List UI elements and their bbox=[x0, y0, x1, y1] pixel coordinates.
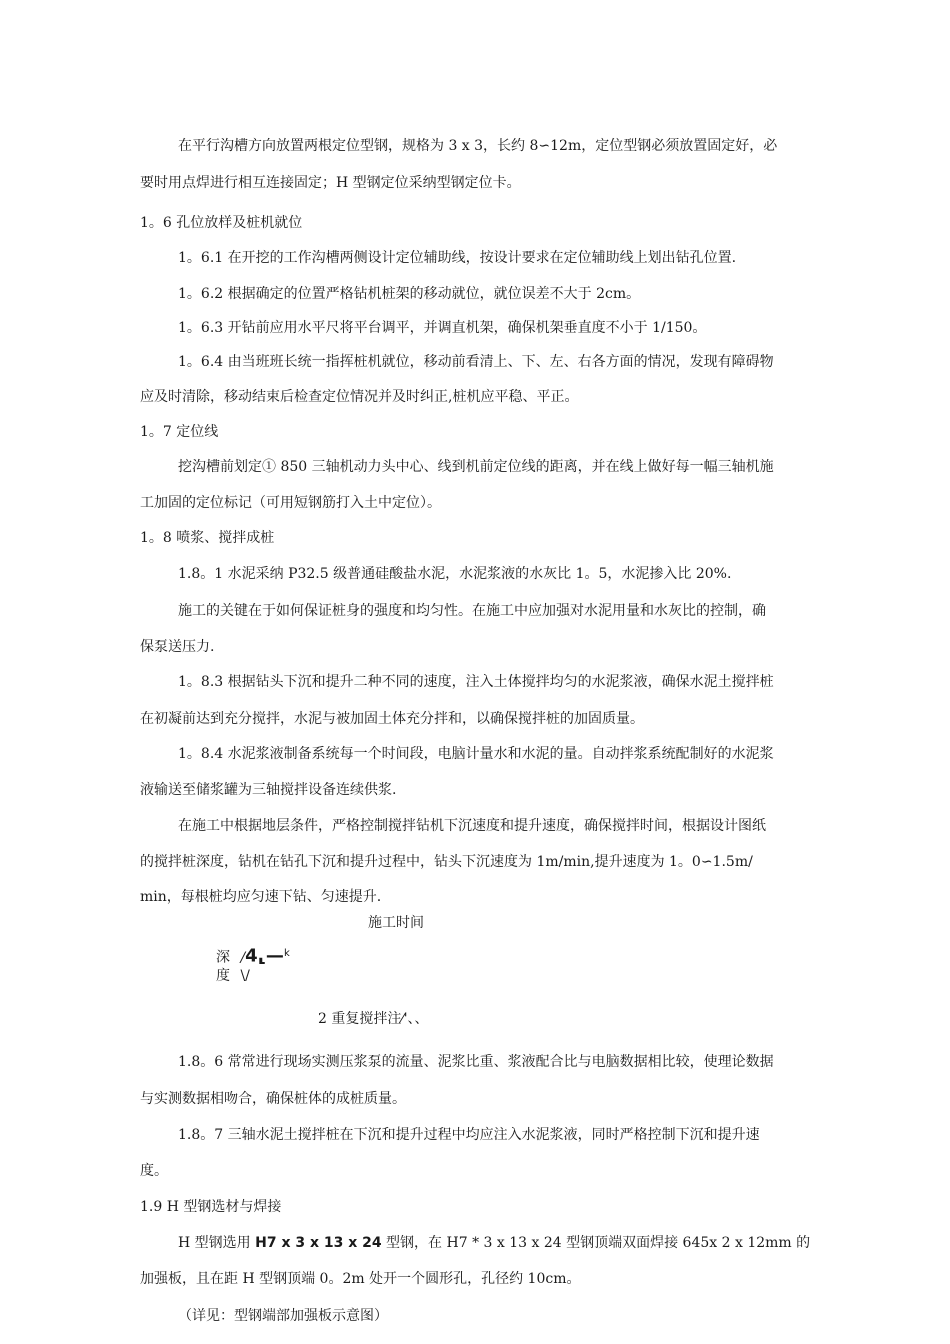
depth-mark-bottom: \/ bbox=[240, 968, 250, 984]
paragraph-1-9-part1: H 型钢选用 bbox=[178, 1235, 256, 1251]
section-heading-1-9: 1.9 H 型钢选材与焊接 bbox=[140, 1199, 282, 1215]
depth-glyph-top: 4⸤— bbox=[245, 945, 284, 967]
diagram-depth-label-bottom bbox=[216, 966, 250, 986]
paragraph-1-8-1: 1.8。1 水泥采纳 P32.5 级普通硅酸盐水泥，水泥浆液的水灰比 1。5，水泥掺入比 20%. bbox=[178, 566, 732, 582]
paragraph-1-6-4-line2: 应及时清除，移动结束后检查定位情况并及时纠正,桩机应平稳、平正。 bbox=[140, 389, 579, 405]
paragraph-1-8-2-line1: 施工的关键在于如何保证桩身的强度和均匀性。在施工中应加强对水泥用量和水灰比的控制，确 bbox=[178, 603, 766, 619]
paragraph-1-8-7-line2: 度。 bbox=[140, 1163, 168, 1179]
paragraph-1-9-spec-bold: H7 x 3 x 13 x 24 bbox=[255, 1235, 382, 1251]
paragraph-1-9-line2: 加强板，且在距 H 型钢顶端 0。2m 处开一个圆形孔，孔径约 10cm。 bbox=[140, 1271, 581, 1287]
paragraph-1-8-4-line2: 液输送至储浆罐为三轴搅拌设备连续供浆. bbox=[140, 782, 397, 798]
depth-char-top: 深 bbox=[216, 949, 230, 966]
paragraph-1-8-6-line1: 1.8。6 常常进行现场实测压浆泵的流量、泥浆比重、浆液配合比与电脑数据相比较，使理论数据 bbox=[178, 1054, 774, 1070]
paragraph-1-9-part3: 型钢，在 H7 * 3 x 13 x 24 型钢顶端双面焊接 645x 2 x 12mm 的 bbox=[381, 1235, 811, 1251]
paragraph-1-8-2-line2: 保泵送压力. bbox=[140, 639, 215, 655]
paragraph-1-6-3: 1。6.3 开钻前应用水平尺将平台调平，并调直机架，确保机架垂直度不小于 1/150。 bbox=[178, 320, 707, 336]
paragraph-1-8-5-line2: 的搅拌桩深度，钻机在钻孔下沉和提升过程中，钻头下沉速度为 1m/min,提升速度为 1。0∽1.5m/ bbox=[140, 854, 753, 870]
depth-glyph-sup: k bbox=[283, 948, 290, 959]
depth-char-bottom: 度 bbox=[216, 968, 230, 984]
section-heading-1-6: 1。6 孔位放样及桩机就位 bbox=[140, 215, 303, 231]
paragraph-1-9-line1 bbox=[178, 1233, 810, 1253]
section-heading-1-7: 1。7 定位线 bbox=[140, 424, 219, 440]
paragraph-1-7-line2: 工加固的定位标记（可用短钢筋打入土中定位）。 bbox=[140, 495, 441, 511]
paragraph-1-6-4-line1: 1。6.4 由当班班长统一指挥桩机就位，移动前看清上、下、左、右各方面的情况，发现有障碍物 bbox=[178, 354, 774, 370]
paragraph-1-6-1: 1。6.1 在开挖的工作沟槽两侧设计定位辅助线，按设计要求在定位辅助线上划出钻孔位置. bbox=[178, 250, 737, 266]
paragraph-1-8-5-line3: min，每根桩均应匀速下钻、匀速提升. bbox=[140, 889, 382, 905]
paragraph-1-8-5-line1: 在施工中根据地层条件，严格控制搅拌钻机下沉速度和提升速度，确保搅拌时间，根据设计图纸 bbox=[178, 818, 766, 834]
paragraph-1-7-line1: 挖沟槽前划定① 850 三轴机动力头中心、线到机前定位线的距离，并在线上做好每一幅三轴机施 bbox=[178, 459, 774, 475]
paragraph-1-8-3-line1: 1。8.3 根据钻头下沉和提升二种不同的速度，注入土体搅拌均匀的水泥浆液，确保水泥土搅拌桩 bbox=[178, 674, 774, 690]
paragraph-detail-reference: （详见：型钢端部加强板示意图） bbox=[178, 1308, 388, 1324]
paragraph-1-8-4-line1: 1。8.4 水泥浆液制备系统每一个时间段，电脑计量水和水泥的量。自动拌浆系统配制好的水泥浆 bbox=[178, 746, 774, 762]
paragraph-1-6-2: 1。6.2 根据确定的位置严格钻机桩架的移动就位，就位误差不大于 2cm。 bbox=[178, 286, 641, 302]
diagram-title: 施工时间 bbox=[368, 915, 424, 931]
diagram-note-repeat-mixing: 2 重复搅拌注⁄'、、 bbox=[318, 1011, 429, 1027]
paragraph-intro-line2: 要时用点焊进行相互连接固定；H 型钢定位采纳型钢定位卡。 bbox=[140, 175, 521, 191]
diagram-depth-label-top bbox=[216, 944, 290, 968]
depth-mark-top: / bbox=[240, 949, 246, 966]
paragraph-1-8-3-line2: 在初凝前达到充分搅拌，水泥与被加固土体充分拌和，以确保搅拌桩的加固质量。 bbox=[140, 711, 644, 727]
paragraph-1-8-7-line1: 1.8。7 三轴水泥土搅拌桩在下沉和提升过程中均应注入水泥浆液，同时严格控制下沉和提升速 bbox=[178, 1127, 760, 1143]
section-heading-1-8: 1。8 喷浆、搅拌成桩 bbox=[140, 530, 275, 546]
paragraph-1-8-6-line2: 与实测数据相吻合，确保桩体的成桩质量。 bbox=[140, 1091, 406, 1107]
paragraph-intro-line1: 在平行沟槽方向放置两根定位型钢，规格为 3 x 3，长约 8∽12m，定位型钢必须放置固定好，必 bbox=[178, 138, 778, 154]
